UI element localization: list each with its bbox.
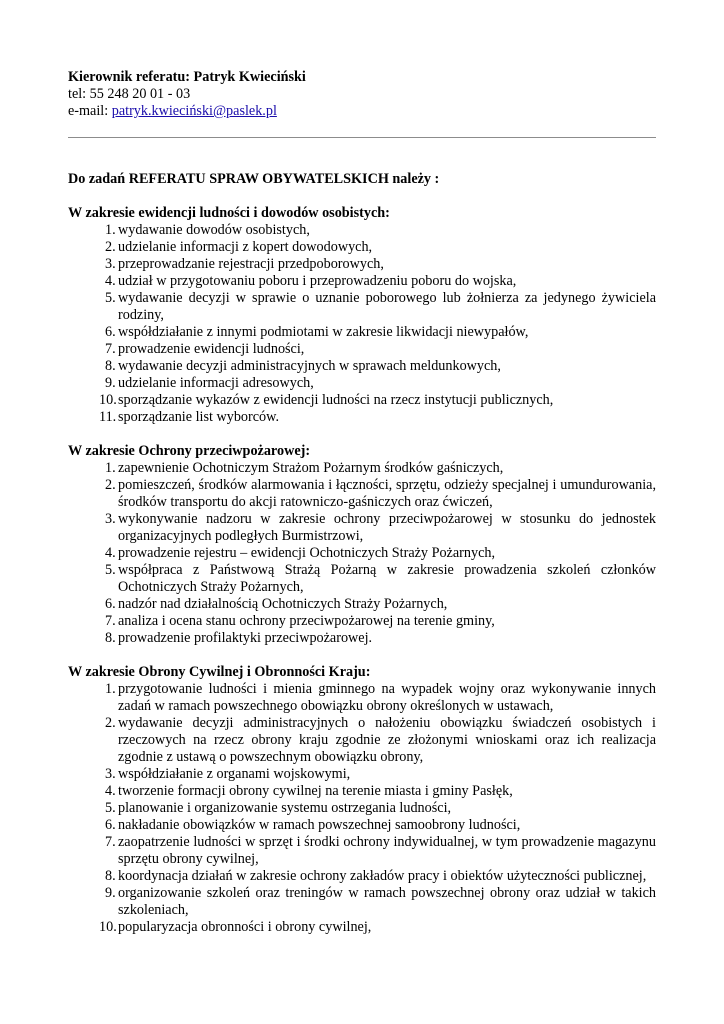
list-item-number: 7.: [105, 834, 116, 850]
list-item-text: prowadzenie rejestru – ewidencji Ochotniczych Straży Pożarnych,: [118, 545, 496, 561]
list-item-number: 4.: [105, 783, 116, 799]
list-item-text: wydawanie decyzji administracyjnych w sprawach meldunkowych,: [118, 358, 501, 374]
list-item: [68, 341, 656, 358]
list-item: [68, 817, 656, 834]
task-list: [68, 681, 656, 936]
list-item-number: 1.: [105, 222, 116, 238]
list-item: [68, 715, 656, 766]
list-item-text: organizowanie szkoleń oraz treningów w ramach powszechnej obrony oraz udział w takich szkoleniach,: [118, 885, 656, 918]
list-item: [68, 273, 656, 290]
list-item-text: współdziałanie z innymi podmiotami w zakresie likwidacji niewypałów,: [118, 324, 529, 340]
list-item-number: 1.: [105, 681, 116, 697]
list-item-number: 7.: [105, 613, 116, 629]
section-title: W zakresie Ochrony przeciwpożarowej:: [68, 443, 311, 459]
list-item: [68, 630, 656, 647]
list-item-text: prowadzenie ewidencji ludności,: [118, 341, 305, 357]
sections-container: [68, 205, 656, 936]
list-item: [68, 613, 656, 630]
task-list: [68, 460, 656, 647]
list-item-text: tworzenie formacji obrony cywilnej na terenie miasta i gminy Pasłęk,: [118, 783, 513, 799]
list-item: [68, 222, 656, 239]
list-item-text: udział w przygotowaniu poboru i przeprowadzeniu poboru do wojska,: [118, 273, 517, 289]
list-item-number: 3.: [105, 256, 116, 272]
list-item-text: wykonywanie nadzoru w zakresie ochrony przeciwpożarowej w stosunku do jednostek organizacyjnych podległych Burmistrzowi,: [118, 511, 656, 544]
list-item-number: 6.: [105, 817, 116, 833]
list-item-text: koordynacja działań w zakresie ochrony zakładów pracy i obiektów użyteczności publicznej,: [118, 868, 647, 884]
task-list: [68, 222, 656, 426]
list-item-text: przeprowadzanie rejestracji przedpoborowych,: [118, 256, 384, 272]
list-item-text: wydawanie decyzji w sprawie o uznanie poborowego lub żołnierza za jedynego żywiciela rodziny,: [118, 290, 656, 323]
list-item-text: współdziałanie z organami wojskowymi,: [118, 766, 351, 782]
list-item-text: udzielanie informacji z kopert dowodowych,: [118, 239, 373, 255]
list-item-text: nakładanie obowiązków w ramach powszechnej samoobrony ludności,: [118, 817, 521, 833]
section: [68, 443, 656, 647]
list-item: [68, 868, 656, 885]
list-item-text: udzielanie informacji adresowych,: [118, 375, 314, 391]
list-item-number: 9.: [105, 375, 116, 391]
list-item-text: zaopatrzenie ludności w sprzęt i środki ochrony indywidualnej, w tym prowadzenie magazynu sprzętu obrony cywilnej,: [118, 834, 656, 867]
list-item-number: 8.: [105, 358, 116, 374]
list-item-number: 3.: [105, 766, 116, 782]
list-item-number: 5.: [105, 290, 116, 306]
list-item: [68, 409, 656, 426]
list-item-number: 6.: [105, 324, 116, 340]
list-item-number: 2.: [105, 715, 116, 731]
list-item: [68, 766, 656, 783]
list-item: [68, 324, 656, 341]
list-item: [68, 800, 656, 817]
list-item: [68, 511, 656, 545]
list-item-number: 4.: [105, 273, 116, 289]
list-item: [68, 239, 656, 256]
list-item-number: 10.: [99, 392, 117, 408]
list-item-text: analiza i ocena stanu ochrony przeciwpożarowej na terenie gminy,: [118, 613, 495, 629]
list-item: [68, 358, 656, 375]
section-title: W zakresie ewidencji ludności i dowodów osobistych:: [68, 205, 390, 221]
list-item-text: pomieszczeń, środków alarmowania i łączności, sprzętu, odzieży specjalnej i umundurowania, środków transportu do akcji ratowniczo-gaśniczych oraz ćwiczeń,: [118, 477, 656, 510]
list-item-number: 5.: [105, 800, 116, 816]
list-item-number: 8.: [105, 630, 116, 646]
list-item-number: 8.: [105, 868, 116, 884]
list-item-number: 2.: [105, 477, 116, 493]
list-item-text: sporządzanie wykazów z ewidencji ludności na rzecz instytucji publicznych,: [118, 392, 554, 408]
list-item: [68, 460, 656, 477]
list-item-number: 4.: [105, 545, 116, 561]
list-item-number: 6.: [105, 596, 116, 612]
list-item: [68, 885, 656, 919]
list-item: [68, 596, 656, 613]
list-item-text: przygotowanie ludności i mienia gminnego na wypadek wojny oraz wykonywanie innych zadań w ramach powszechnego obowiązku obrony określonych w ustawach,: [118, 681, 656, 714]
list-item: [68, 256, 656, 273]
list-item-number: 9.: [105, 885, 116, 901]
list-item-text: popularyzacja obronności i obrony cywilnej,: [118, 919, 372, 935]
list-item-number: 2.: [105, 239, 116, 255]
list-item: [68, 545, 656, 562]
phone-line: tel: 55 248 20 01 - 03: [68, 86, 191, 102]
list-item-number: 11.: [99, 409, 117, 425]
list-item: [68, 477, 656, 511]
list-item-number: 3.: [105, 511, 116, 527]
list-item-number: 5.: [105, 562, 116, 578]
email-link[interactable]: patryk.kwieciński@paslek.pl: [111, 103, 277, 119]
list-item-text: nadzór nad działalnością Ochotniczych Straży Pożarnych,: [118, 596, 448, 612]
list-item-text: zapewnienie Ochotniczym Strażom Pożarnym środków gaśniczych,: [118, 460, 504, 476]
section-title: W zakresie Obrony Cywilnej i Obronności Kraju:: [68, 664, 371, 680]
list-item-text: prowadzenie profilaktyki przeciwpożarowej.: [118, 630, 373, 646]
section: [68, 664, 656, 936]
list-item-text: wydawanie dowodów osobistych,: [118, 222, 310, 238]
list-item: [68, 392, 656, 409]
document-page: [68, 69, 656, 936]
list-item-number: 7.: [105, 341, 116, 357]
email-line: [68, 103, 656, 120]
list-item-number: 10.: [99, 919, 117, 935]
list-item: [68, 783, 656, 800]
list-item-text: sporządzanie list wyborców.: [118, 409, 280, 425]
email-label: e-mail:: [68, 103, 112, 119]
list-item: [68, 290, 656, 324]
manager-line: Kierownik referatu: Patryk Kwieciński: [68, 69, 306, 85]
intro-heading: Do zadań REFERATU SPRAW OBYWATELSKICH należy :: [68, 171, 440, 187]
list-item: [68, 919, 656, 936]
section: [68, 205, 656, 426]
list-item: [68, 681, 656, 715]
list-item-text: planowanie i organizowanie systemu ostrzegania ludności,: [118, 800, 452, 816]
list-item-number: 1.: [105, 460, 116, 476]
list-item-text: współpraca z Państwową Strażą Pożarną w zakresie prowadzenia szkoleń członków Ochotniczych Straży Pożarnych,: [118, 562, 656, 595]
list-item: [68, 562, 656, 596]
list-item: [68, 834, 656, 868]
horizontal-divider: [68, 137, 656, 138]
list-item-text: wydawanie decyzji administracyjnych o nałożeniu obowiązku świadczeń osobistych i rzeczowych na rzecz obrony kraju zgodnie ze złożonymi wnioskami oraz ich realizacja zgodnie z ustawą o powszechnym obowiązku obrony,: [118, 715, 656, 765]
list-item: [68, 375, 656, 392]
